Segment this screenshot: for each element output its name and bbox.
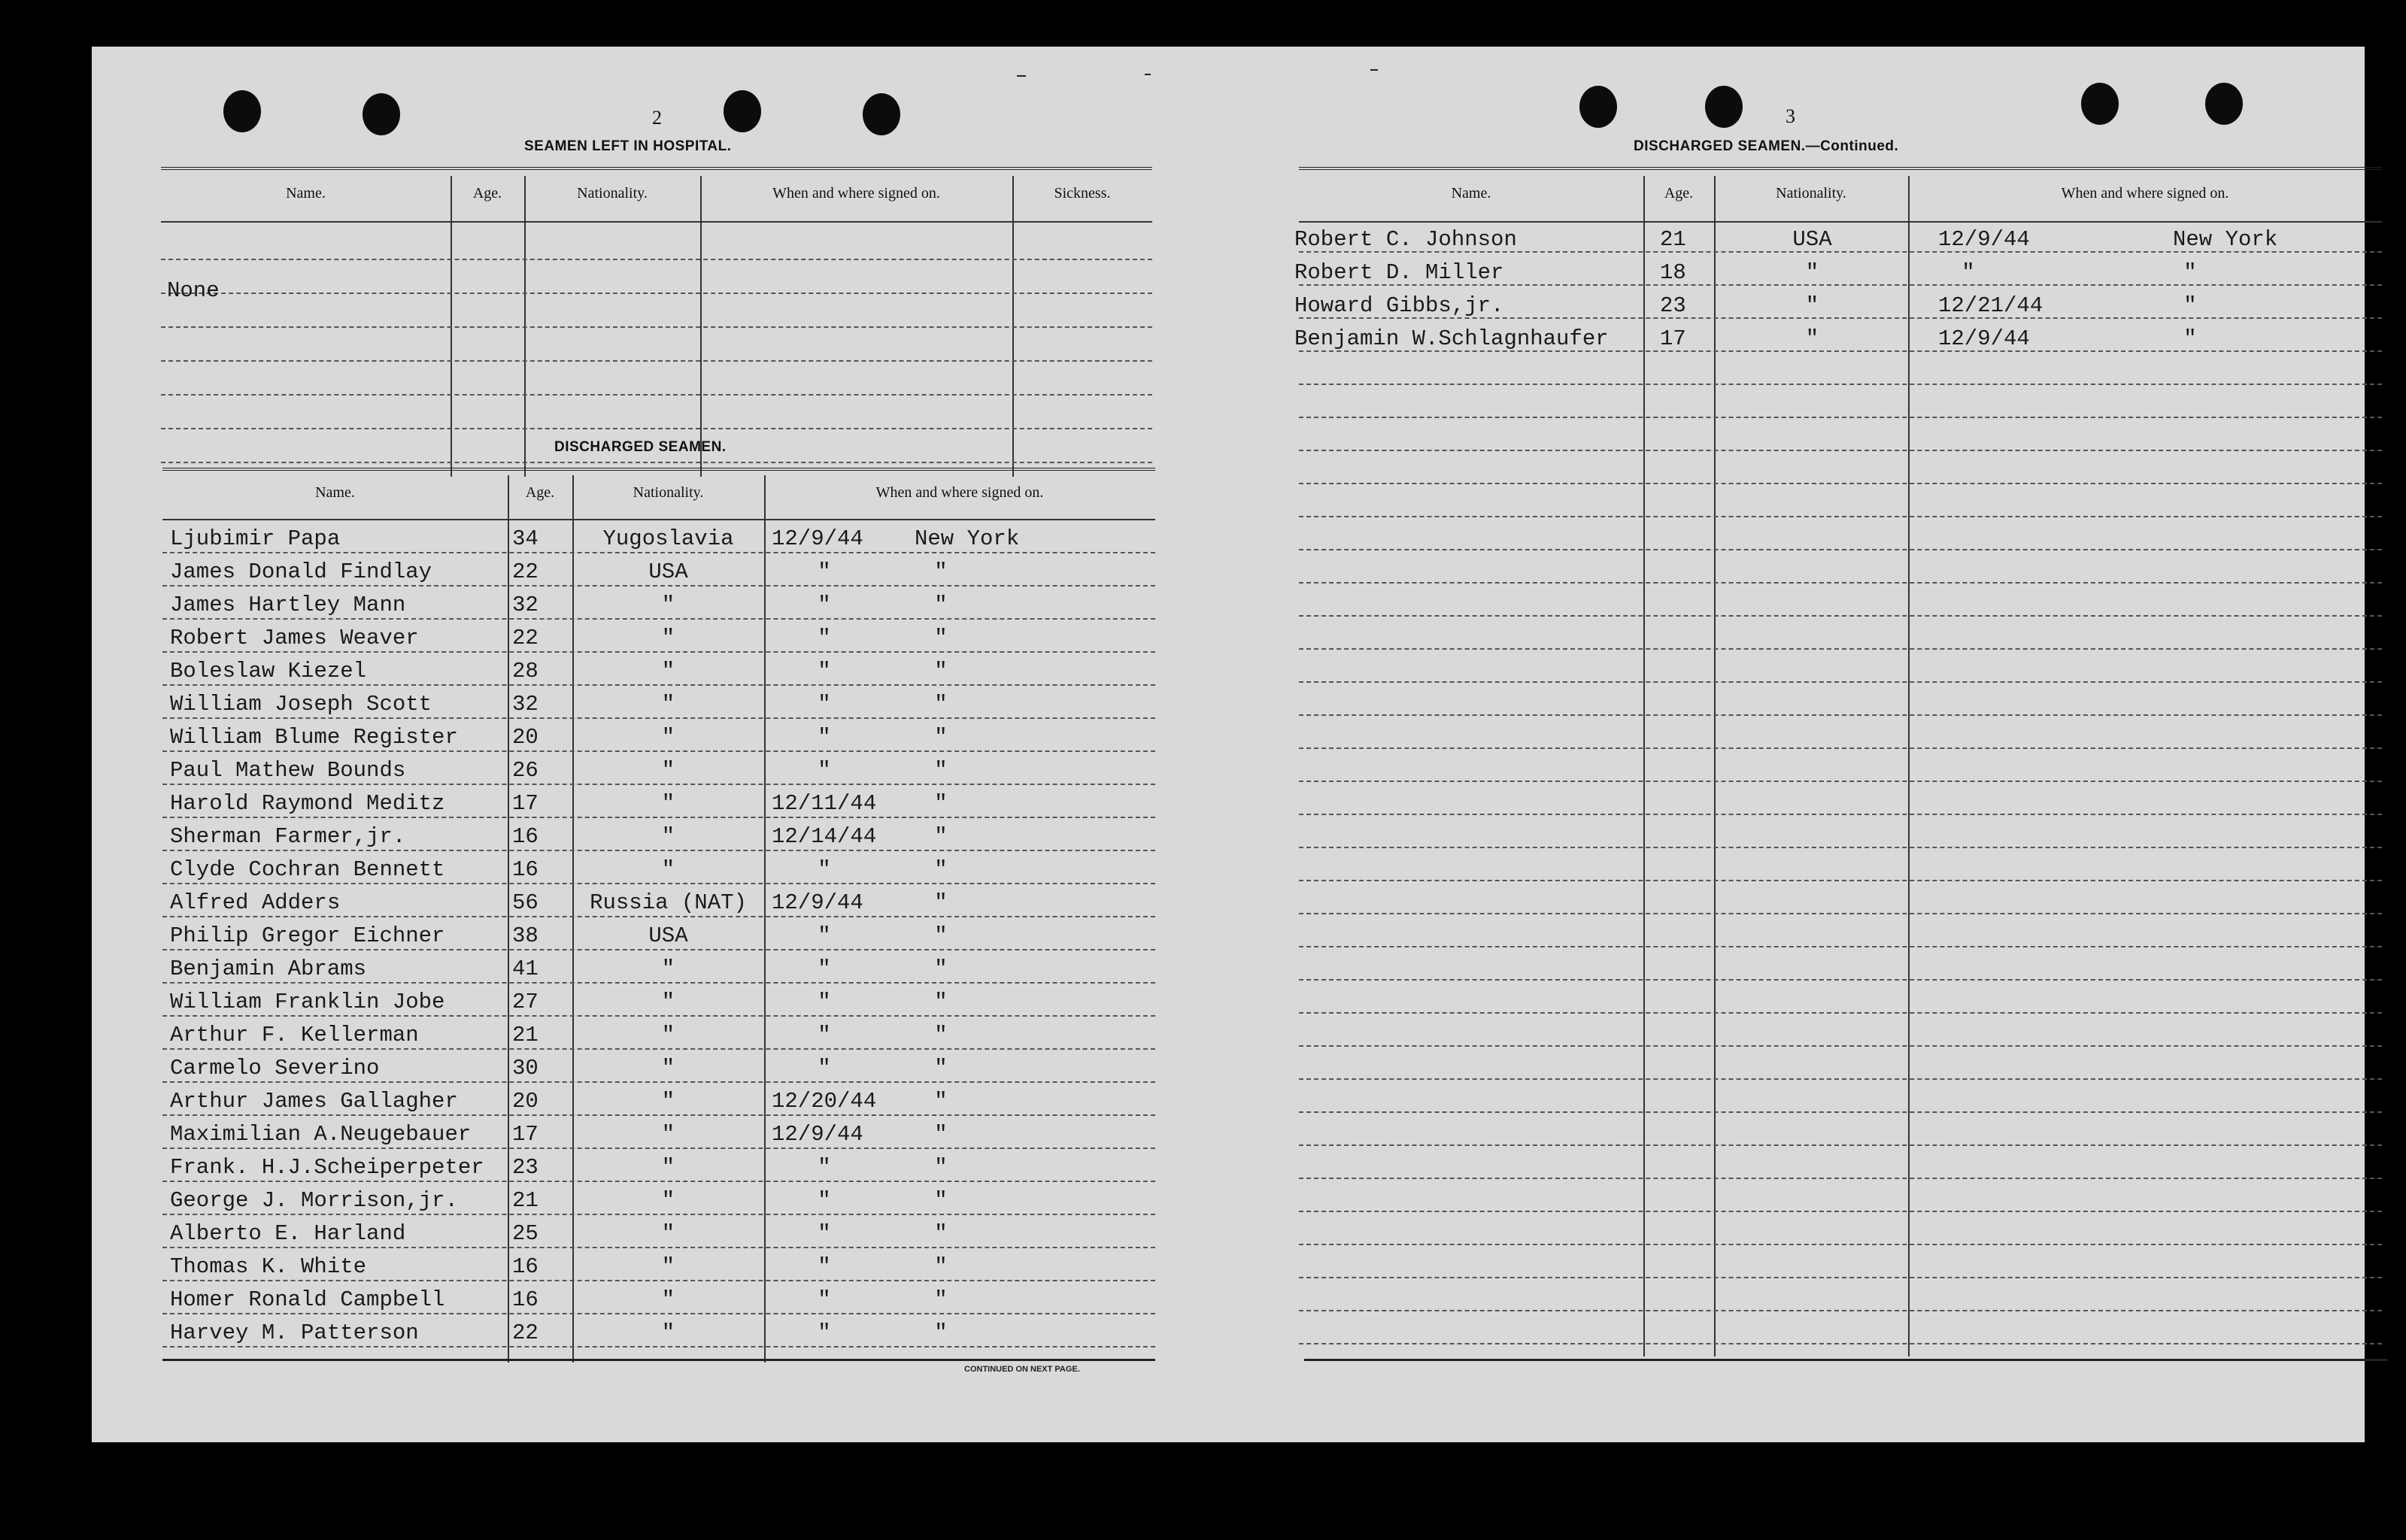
row-date: " xyxy=(818,956,831,981)
row-place: " xyxy=(934,791,948,816)
row-place: New York xyxy=(2173,227,2278,252)
continued-col-signed-on: When and where signed on. xyxy=(2061,185,2229,202)
row-place: " xyxy=(2183,293,2197,318)
row-name: Arthur F. Kellerman xyxy=(170,1023,419,1047)
page-number-left: 2 xyxy=(652,107,662,129)
row-place: " xyxy=(934,725,948,750)
row-place: " xyxy=(2183,260,2197,285)
row-age: 23 xyxy=(1660,293,1686,318)
row-date: 12/9/44 xyxy=(1938,326,2030,351)
row-name: Arthur James Gallagher xyxy=(170,1089,458,1114)
row-date: " xyxy=(818,659,831,684)
row-nationality: " xyxy=(1805,293,1819,318)
row-nationality: Yugoslavia xyxy=(602,526,734,551)
row-place: " xyxy=(934,1122,948,1147)
row-date: 12/9/44 xyxy=(1938,227,2030,252)
row-place: " xyxy=(934,1221,948,1246)
row-date: " xyxy=(818,1155,831,1180)
hospital-col-name: Name. xyxy=(286,185,326,202)
hospital-table xyxy=(161,176,1152,477)
row-age: 22 xyxy=(512,559,539,584)
row-date: " xyxy=(818,1188,831,1213)
row-age: 17 xyxy=(1660,326,1686,351)
row-age: 22 xyxy=(512,1320,539,1345)
hospital-section-title: SEAMEN LEFT IN HOSPITAL. xyxy=(524,138,732,154)
row-place: " xyxy=(934,593,948,617)
row-age: 16 xyxy=(512,824,539,849)
row-place: New York xyxy=(915,526,1020,551)
row-date: 12/9/44 xyxy=(772,890,863,915)
row-date: " xyxy=(818,1023,831,1047)
hospital-col-age: Age. xyxy=(472,185,502,202)
row-name: Paul Mathew Bounds xyxy=(170,758,406,783)
row-age: 16 xyxy=(512,857,539,882)
row-name: William Blume Register xyxy=(170,725,458,750)
row-date: " xyxy=(818,593,831,617)
row-age: 21 xyxy=(512,1023,539,1047)
row-name: Alberto E. Harland xyxy=(170,1221,406,1246)
discharged-col-name: Name. xyxy=(315,484,355,501)
row-place: " xyxy=(934,692,948,717)
row-place: " xyxy=(934,1287,948,1312)
row-date: " xyxy=(818,1254,831,1279)
row-date: 12/9/44 xyxy=(772,526,863,551)
row-name: Benjamin Abrams xyxy=(170,956,367,981)
row-age: 30 xyxy=(512,1056,539,1081)
discharged-col-signed-on: When and where signed on. xyxy=(875,484,1044,501)
row-name: William Franklin Jobe xyxy=(170,990,445,1014)
row-date: " xyxy=(1962,260,1975,285)
row-name: Carmelo Severino xyxy=(170,1056,380,1081)
row-place: " xyxy=(934,758,948,783)
row-date: " xyxy=(818,692,831,717)
punch-hole xyxy=(863,93,900,135)
row-nationality: " xyxy=(661,1320,675,1345)
row-date: 12/9/44 xyxy=(772,1122,863,1147)
discharged-continued-table xyxy=(1294,176,2382,1357)
row-age: 21 xyxy=(1660,227,1686,252)
row-place: " xyxy=(934,1056,948,1081)
row-nationality: " xyxy=(661,1254,675,1279)
row-nationality: USA xyxy=(648,923,688,948)
row-name: Clyde Cochran Bennett xyxy=(170,857,445,882)
hospital-col-nationality: Nationality. xyxy=(577,185,648,202)
row-age: 34 xyxy=(512,526,539,551)
row-date: " xyxy=(818,1287,831,1312)
row-age: 16 xyxy=(512,1254,539,1279)
row-date: " xyxy=(818,758,831,783)
row-nationality: " xyxy=(661,857,675,882)
row-nationality: " xyxy=(661,1188,675,1213)
row-age: 56 xyxy=(512,890,539,915)
row-date: " xyxy=(818,923,831,948)
row-date: 12/20/44 xyxy=(772,1089,877,1114)
row-place: " xyxy=(934,956,948,981)
discharged-continued-title: DISCHARGED SEAMEN.—Continued. xyxy=(1634,138,1899,154)
punch-hole xyxy=(724,90,761,132)
row-date: 12/11/44 xyxy=(772,791,877,816)
punch-hole xyxy=(1579,86,1617,128)
row-nationality: " xyxy=(661,1155,675,1180)
row-name: Alfred Adders xyxy=(170,890,341,915)
row-nationality: Russia (NAT) xyxy=(590,890,747,915)
row-name: Thomas K. White xyxy=(170,1254,367,1279)
row-nationality: USA xyxy=(1792,227,1832,252)
row-date: " xyxy=(818,559,831,584)
row-date: " xyxy=(818,1221,831,1246)
row-place: " xyxy=(934,1254,948,1279)
row-name: William Joseph Scott xyxy=(170,692,432,717)
row-nationality: " xyxy=(661,1287,675,1312)
row-nationality: " xyxy=(661,758,675,783)
ledger-sheet xyxy=(92,47,2365,1442)
row-age: 17 xyxy=(512,1122,539,1147)
page-number-right: 3 xyxy=(1786,105,1795,127)
row-age: 28 xyxy=(512,659,539,684)
row-age: 17 xyxy=(512,791,539,816)
row-name: Boleslaw Kiezel xyxy=(170,659,367,684)
row-place: " xyxy=(934,1188,948,1213)
punch-hole xyxy=(223,90,261,132)
row-nationality: " xyxy=(661,1056,675,1081)
row-age: 23 xyxy=(512,1155,539,1180)
row-place: " xyxy=(934,559,948,584)
row-date: " xyxy=(818,990,831,1014)
row-age: 22 xyxy=(512,626,539,650)
row-nationality: " xyxy=(661,1023,675,1047)
row-nationality: " xyxy=(661,593,675,617)
row-name: Philip Gregor Eichner xyxy=(170,923,445,948)
punch-hole xyxy=(2205,83,2243,125)
row-age: 16 xyxy=(512,1287,539,1312)
row-age: 27 xyxy=(512,990,539,1014)
punch-hole xyxy=(2081,83,2119,125)
row-place: " xyxy=(2183,326,2197,351)
row-nationality: " xyxy=(661,1221,675,1246)
row-name: Benjamin W.Schlagnhaufer xyxy=(1294,326,1609,351)
row-nationality: " xyxy=(661,659,675,684)
discharged-section-title: DISCHARGED SEAMEN. xyxy=(554,439,727,455)
discharged-col-age: Age. xyxy=(525,484,555,501)
discharged-col-nationality: Nationality. xyxy=(633,484,704,501)
row-place: " xyxy=(934,923,948,948)
hospital-entry-none: None xyxy=(167,278,220,303)
row-nationality: " xyxy=(661,824,675,849)
row-name: James Donald Findlay xyxy=(170,559,432,584)
row-nationality: " xyxy=(661,626,675,650)
row-age: 32 xyxy=(512,692,539,717)
row-place: " xyxy=(934,857,948,882)
row-name: Frank. H.J.Scheiperpeter xyxy=(170,1155,484,1180)
row-date: " xyxy=(818,626,831,650)
row-name: Maximilian A.Neugebauer xyxy=(170,1122,472,1147)
row-place: " xyxy=(934,659,948,684)
continued-note: CONTINUED ON NEXT PAGE. xyxy=(964,1365,1080,1374)
row-date: " xyxy=(818,1320,831,1345)
continued-col-name: Name. xyxy=(1451,185,1491,202)
row-nationality: " xyxy=(661,990,675,1014)
row-name: Robert James Weaver xyxy=(170,626,419,650)
row-place: " xyxy=(934,1023,948,1047)
row-name: Ljubimir Papa xyxy=(170,526,341,551)
row-place: " xyxy=(934,824,948,849)
row-date: " xyxy=(818,1056,831,1081)
hospital-col-signed-on: When and where signed on. xyxy=(772,185,940,202)
continued-col-nationality: Nationality. xyxy=(1776,185,1846,202)
row-age: 25 xyxy=(512,1221,539,1246)
row-date: " xyxy=(818,725,831,750)
row-name: Homer Ronald Campbell xyxy=(170,1287,445,1312)
row-age: 18 xyxy=(1660,260,1686,285)
row-name: George J. Morrison,jr. xyxy=(170,1188,458,1213)
row-nationality: " xyxy=(1805,260,1819,285)
row-nationality: USA xyxy=(648,559,688,584)
row-age: 41 xyxy=(512,956,539,981)
row-place: " xyxy=(934,890,948,915)
continued-col-age: Age. xyxy=(1664,185,1694,202)
row-place: " xyxy=(934,1155,948,1180)
row-nationality: " xyxy=(661,956,675,981)
row-name: Robert D. Miller xyxy=(1294,260,1504,285)
row-date: 12/14/44 xyxy=(772,824,877,849)
row-date: " xyxy=(818,857,831,882)
punch-hole xyxy=(363,93,400,135)
row-age: 26 xyxy=(512,758,539,783)
discharged-table xyxy=(162,475,1155,1363)
row-age: 32 xyxy=(512,593,539,617)
row-age: 38 xyxy=(512,923,539,948)
hospital-col-sickness: Sickness. xyxy=(1054,185,1111,202)
row-name: Harvey M. Patterson xyxy=(170,1320,419,1345)
row-age: 20 xyxy=(512,1089,539,1114)
row-name: Howard Gibbs,jr. xyxy=(1294,293,1504,318)
row-nationality: " xyxy=(661,1089,675,1114)
row-name: Robert C. Johnson xyxy=(1294,227,1517,252)
row-name: Sherman Farmer,jr. xyxy=(170,824,406,849)
punch-hole xyxy=(1705,86,1743,128)
row-nationality: " xyxy=(1805,326,1819,351)
row-place: " xyxy=(934,990,948,1014)
row-nationality: " xyxy=(661,692,675,717)
row-place: " xyxy=(934,626,948,650)
row-place: " xyxy=(934,1089,948,1114)
row-place: " xyxy=(934,1320,948,1345)
row-name: James Hartley Mann xyxy=(170,593,406,617)
row-name: Harold Raymond Meditz xyxy=(170,791,445,816)
row-nationality: " xyxy=(661,1122,675,1147)
row-nationality: " xyxy=(661,725,675,750)
row-date: 12/21/44 xyxy=(1938,293,2043,318)
row-age: 21 xyxy=(512,1188,539,1213)
row-nationality: " xyxy=(661,791,675,816)
row-age: 20 xyxy=(512,725,539,750)
